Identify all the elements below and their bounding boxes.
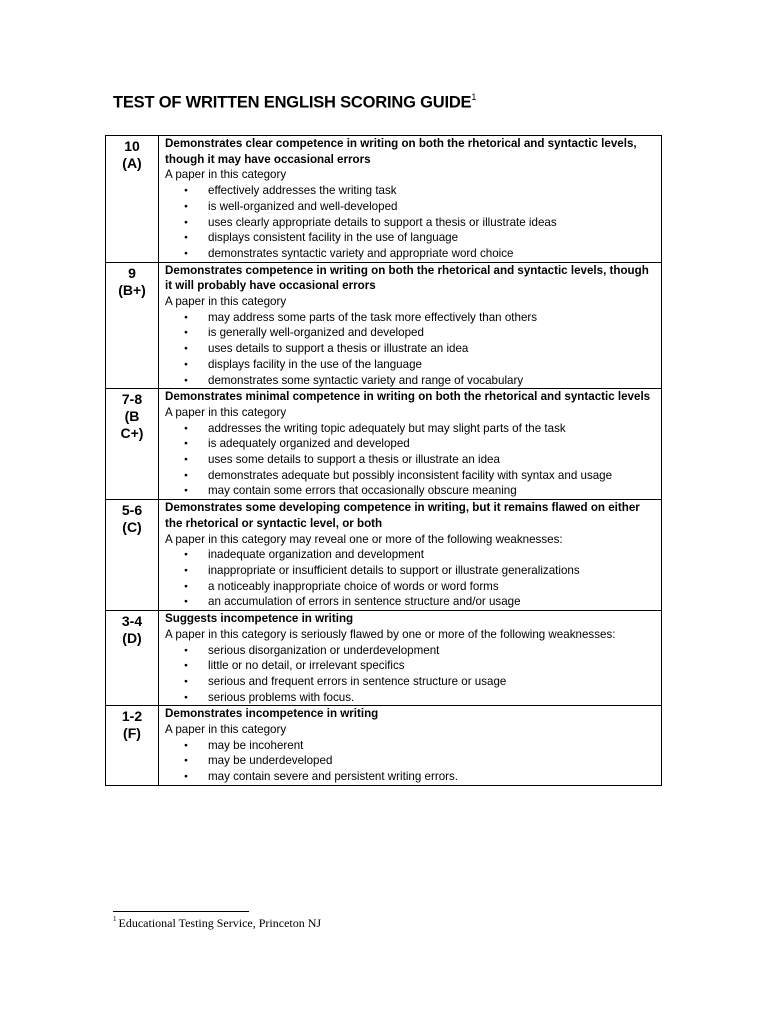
criteria-list — [165, 421, 657, 500]
criteria-item: ● uses some details to support a thesis or illustrate an idea — [165, 452, 657, 468]
description-cell — [159, 706, 662, 786]
score-cell — [106, 262, 159, 389]
score-label: (F) — [123, 725, 141, 742]
scoring-guide-table — [105, 135, 662, 786]
score-row — [106, 262, 662, 389]
criteria-item: ● little or no detail, or irrelevant specifics — [165, 658, 657, 674]
criteria-item: ● inappropriate or insufficient details to support or illustrate generalizations — [165, 563, 657, 579]
criteria-item: ● displays facility in the use of the language — [165, 357, 657, 373]
criteria-lead: A paper in this category — [165, 168, 287, 182]
score-row — [106, 706, 662, 786]
scoring-guide-body — [106, 136, 662, 786]
criteria-item: ● serious problems with focus. — [165, 690, 657, 706]
score-cell — [106, 389, 159, 500]
criteria-headline: Demonstrates competence in writing on both the rhetorical and syntactic levels, though it will probably have occasional errors — [165, 263, 649, 293]
description-cell — [159, 389, 662, 500]
title-footnote-marker: 1 — [471, 92, 477, 102]
criteria-item: ● addresses the writing topic adequately but may slight parts of the task — [165, 421, 657, 437]
score-label: (B — [124, 408, 140, 425]
criteria-item: ● serious disorganization or underdevelopment — [165, 643, 657, 659]
footnote-separator — [113, 911, 249, 912]
criteria-item: ● uses details to support a thesis or illustrate an idea — [165, 341, 657, 357]
description-cell — [159, 136, 662, 263]
criteria-item: ● uses clearly appropriate details to support a thesis or illustrate ideas — [165, 215, 657, 231]
criteria-item: ● displays consistent facility in the use of language — [165, 230, 657, 246]
criteria-item: ● is adequately organized and developed — [165, 436, 657, 452]
score-label: 7-8 — [121, 391, 143, 408]
criteria-lead: A paper in this category may reveal one or more of the following weaknesses: — [165, 532, 563, 546]
criteria-item: ● may be incoherent — [165, 738, 657, 754]
score-label: 1-2 — [121, 708, 143, 725]
score-row — [106, 611, 662, 706]
description-cell — [159, 500, 662, 611]
criteria-item: ● may address some parts of the task more effectively than others — [165, 310, 657, 326]
criteria-headline: Suggests incompetence in writing — [165, 612, 354, 626]
criteria-headline: Demonstrates clear competence in writing on both the rhetorical and syntactic levels, though it may have occasional errors — [165, 137, 637, 166]
footnote-text: Educational Testing Service, Princeton NJ — [118, 916, 322, 930]
score-label: (B+) — [118, 281, 146, 298]
criteria-list — [165, 183, 657, 262]
criteria-item: ● may be underdeveloped — [165, 753, 657, 769]
score-cell — [106, 500, 159, 611]
description-cell — [159, 262, 662, 389]
criteria-item: ● is generally well-organized and developed — [165, 325, 657, 341]
score-label: 5-6 — [121, 502, 143, 519]
footnote-marker: 1 — [113, 915, 117, 923]
criteria-item: ● may contain severe and persistent writing errors. — [165, 769, 657, 785]
criteria-item: ● inadequate organization and development — [165, 547, 657, 563]
criteria-list — [165, 738, 657, 785]
criteria-lead: A paper in this category — [165, 295, 287, 309]
score-label: 9 — [128, 264, 136, 281]
criteria-headline: Demonstrates minimal competence in writing on both the rhetorical and syntactic levels — [165, 390, 651, 404]
criteria-item: ● serious and frequent errors in sentence structure or usage — [165, 674, 657, 690]
criteria-list — [165, 547, 657, 610]
criteria-item: ● is well-organized and well-developed — [165, 199, 657, 215]
score-label: C+) — [120, 425, 144, 442]
score-label: 10 — [124, 138, 140, 154]
score-label: (D) — [122, 630, 142, 647]
score-cell — [106, 706, 159, 786]
score-label: 3-4 — [121, 613, 143, 630]
criteria-lead: A paper in this category — [165, 405, 287, 419]
criteria-item: ● demonstrates some syntactic variety and range of vocabulary — [165, 373, 657, 389]
document-title — [113, 93, 476, 113]
score-label: (A) — [122, 155, 142, 171]
description-cell — [159, 611, 662, 706]
criteria-lead: A paper in this category is seriously flawed by one or more of the following weaknesses: — [165, 627, 616, 641]
criteria-item: ● may contain some errors that occasionally obscure meaning — [165, 483, 657, 499]
criteria-item: ● demonstrates syntactic variety and appropriate word choice — [165, 246, 657, 262]
document-title-text: TEST OF WRITTEN ENGLISH SCORING GUIDE — [113, 93, 472, 112]
criteria-list — [165, 643, 657, 706]
score-row — [106, 500, 662, 611]
score-row — [106, 136, 662, 263]
criteria-item: ● demonstrates adequate but possibly inconsistent facility with syntax and usage — [165, 468, 657, 484]
score-row — [106, 389, 662, 500]
criteria-lead: A paper in this category — [165, 723, 287, 737]
criteria-headline: Demonstrates some developing competence in writing, but it remains flawed on either the rhetorical or syntactic level, or both — [165, 501, 640, 530]
criteria-item: ● effectively addresses the writing task — [165, 183, 657, 199]
criteria-list — [165, 310, 657, 389]
criteria-item: ● an accumulation of errors in sentence structure and/or usage — [165, 594, 657, 610]
criteria-headline: Demonstrates incompetence in writing — [165, 707, 379, 721]
score-label: (C) — [122, 519, 142, 536]
score-cell — [106, 611, 159, 706]
footnote — [113, 916, 321, 931]
score-cell — [106, 136, 159, 263]
criteria-item: ● a noticeably inappropriate choice of words or word forms — [165, 579, 657, 595]
